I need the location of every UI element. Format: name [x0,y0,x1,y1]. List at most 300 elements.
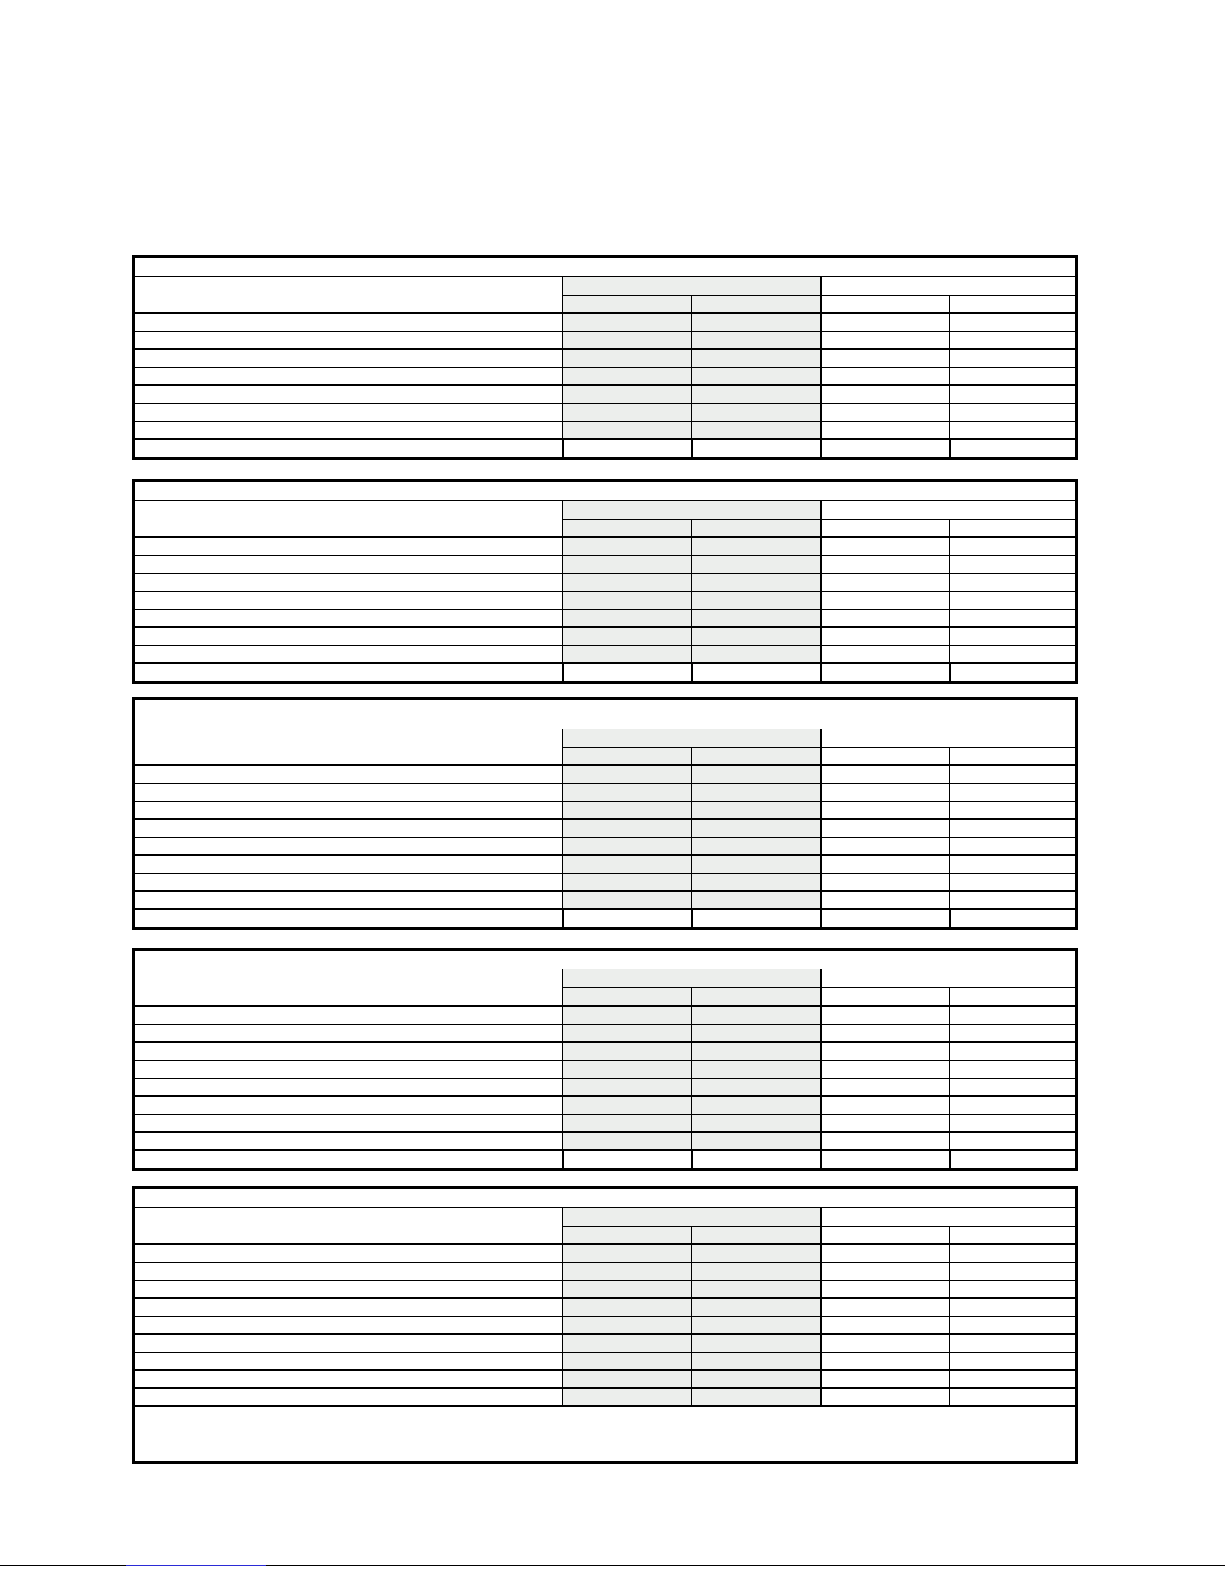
cell[interactable] [949,856,1075,873]
row-label [135,610,562,626]
cell[interactable] [691,856,820,873]
cell[interactable] [691,1097,820,1114]
cell[interactable] [562,592,691,609]
table-row [135,856,1075,874]
table-row [135,1133,1075,1151]
table-row [135,766,1075,784]
group-b-header [820,1208,1075,1226]
cell[interactable] [949,556,1075,573]
cell[interactable] [562,1371,691,1387]
group-b-header [820,729,1075,747]
cell[interactable] [820,1299,949,1316]
cell[interactable] [562,874,691,890]
cell[interactable] [949,664,1075,681]
cell[interactable] [691,784,820,801]
cell[interactable] [949,874,1075,890]
cell[interactable] [562,646,691,662]
col-header-4 [949,987,1075,1005]
row-label [135,1335,562,1352]
cell[interactable] [949,1025,1075,1041]
table-row [135,1097,1075,1115]
cell[interactable] [691,766,820,783]
cell[interactable] [691,538,820,555]
cell[interactable] [691,368,820,384]
cell[interactable] [562,1007,691,1024]
cell[interactable] [949,332,1075,348]
cell[interactable] [820,1079,949,1095]
cell[interactable] [562,538,691,555]
cell[interactable] [949,1353,1075,1369]
cell[interactable] [820,1389,949,1405]
cell[interactable] [562,1281,691,1297]
cell[interactable] [562,1115,691,1131]
row-label [135,1133,562,1149]
col-header-3 [820,295,949,313]
cell[interactable] [949,1061,1075,1078]
row-label [135,368,562,384]
cell[interactable] [949,910,1075,927]
group-b-header [820,969,1075,987]
cell[interactable] [691,350,820,367]
cell[interactable] [562,1299,691,1316]
table-row [135,1389,1075,1407]
cell[interactable] [562,422,691,438]
cell[interactable] [820,1317,949,1333]
row-label [135,646,562,662]
cell[interactable] [820,556,949,573]
table-row [135,1281,1075,1299]
table-title [135,700,1075,729]
notes-area[interactable] [135,1407,1075,1461]
cell[interactable] [691,440,820,457]
table-title-row [135,700,1075,729]
header-label [135,969,562,1005]
row-label [135,1281,562,1297]
cell[interactable] [820,314,949,331]
row-label [135,350,562,367]
cell[interactable] [691,556,820,573]
row-label [135,592,562,609]
col-header-2 [691,747,820,765]
cell[interactable] [691,404,820,421]
table-row [135,1263,1075,1281]
cell[interactable] [691,1245,820,1262]
cell[interactable] [820,1353,949,1369]
cell[interactable] [820,440,949,457]
table-title [135,951,1075,969]
cell[interactable] [691,332,820,348]
row-label [135,766,562,783]
cell[interactable] [691,1151,820,1168]
cell[interactable] [562,820,691,837]
cell[interactable] [691,574,820,591]
cell[interactable] [691,610,820,626]
row-label [135,1061,562,1078]
row-label [135,1389,562,1405]
cell[interactable] [691,1133,820,1149]
cell[interactable] [820,1061,949,1078]
cell[interactable] [562,1133,691,1149]
cell[interactable] [820,404,949,421]
total-label [135,664,562,681]
row-label [135,1115,562,1131]
cell[interactable] [949,838,1075,854]
cell[interactable] [691,1299,820,1316]
cell[interactable] [820,628,949,645]
cell[interactable] [949,1115,1075,1131]
column-header-group [135,277,1075,314]
row-label [135,422,562,438]
col-header-1 [562,747,691,765]
cell[interactable] [949,820,1075,837]
cell[interactable] [562,784,691,801]
table-title-row [135,951,1075,969]
row-label [135,784,562,801]
table-title [135,258,1075,276]
table-title [135,482,1075,500]
cell[interactable] [691,1317,820,1333]
cell[interactable] [691,1007,820,1024]
table-row [135,628,1075,646]
table-row [135,386,1075,404]
cell[interactable] [949,1299,1075,1316]
cell[interactable] [562,1335,691,1352]
cell[interactable] [691,802,820,818]
cell[interactable] [820,856,949,873]
row-label [135,892,562,908]
cell[interactable] [820,332,949,348]
cell[interactable] [949,1281,1075,1297]
cell[interactable] [820,802,949,818]
cell[interactable] [562,892,691,908]
cell[interactable] [949,1371,1075,1387]
row-label [135,838,562,854]
table-row [135,574,1075,592]
cell[interactable] [820,386,949,403]
cell[interactable] [562,404,691,421]
form-table-1 [132,255,1078,460]
cell[interactable] [562,802,691,818]
cell[interactable] [562,440,691,457]
col-header-2 [691,295,820,313]
cell[interactable] [820,664,949,681]
table-row [135,314,1075,332]
cell[interactable] [562,368,691,384]
row-label [135,874,562,890]
cell[interactable] [820,1115,949,1131]
table-row [135,838,1075,856]
row-label [135,1079,562,1095]
cell[interactable] [562,1353,691,1369]
cell[interactable] [820,574,949,591]
cell[interactable] [949,440,1075,457]
cell[interactable] [949,1097,1075,1114]
cell[interactable] [691,1281,820,1297]
col-header-1 [562,519,691,537]
col-header-3 [820,987,949,1005]
row-label [135,1097,562,1114]
table-row [135,592,1075,610]
cell[interactable] [820,350,949,367]
footer-link[interactable] [126,1555,266,1566]
table-row [135,556,1075,574]
table-row [135,1079,1075,1097]
table-title-row [135,1189,1075,1208]
row-label [135,1371,562,1387]
cell[interactable] [691,1371,820,1387]
cell[interactable] [820,1097,949,1114]
cell[interactable] [949,368,1075,384]
group-a-header [562,969,820,987]
cell[interactable] [949,404,1075,421]
column-header-group [135,969,1075,1007]
cell[interactable] [562,1389,691,1405]
cell[interactable] [562,610,691,626]
col-header-1 [562,1226,691,1244]
table-row [135,1317,1075,1335]
cell[interactable] [562,314,691,331]
table-row [135,1335,1075,1353]
row-label [135,628,562,645]
column-header-group [135,1208,1075,1245]
col-header-2 [691,1226,820,1244]
cell[interactable] [562,766,691,783]
cell[interactable] [820,874,949,890]
cell[interactable] [820,892,949,908]
cell[interactable] [820,1263,949,1280]
row-label [135,556,562,573]
col-header-4 [949,1226,1075,1244]
cell[interactable] [949,1317,1075,1333]
total-label [135,910,562,927]
cell[interactable] [691,628,820,645]
cell[interactable] [820,538,949,555]
cell[interactable] [562,1245,691,1262]
group-a-header [562,277,820,295]
cell[interactable] [820,1043,949,1060]
table-row [135,1353,1075,1371]
cell[interactable] [949,1263,1075,1280]
column-header-group [135,501,1075,538]
row-label [135,1025,562,1041]
cell[interactable] [949,1043,1075,1060]
cell[interactable] [949,592,1075,609]
cell[interactable] [691,1061,820,1078]
column-header-group [135,729,1075,766]
table-title [135,1189,1075,1207]
table-row [135,1043,1075,1061]
table-row [135,784,1075,802]
cell[interactable] [562,1151,691,1168]
table-row [135,1299,1075,1317]
row-label [135,1007,562,1024]
cell[interactable] [949,1133,1075,1149]
cell[interactable] [562,628,691,645]
table-row [135,610,1075,628]
table-row [135,350,1075,368]
table-row [135,368,1075,386]
group-a-header [562,501,820,519]
form-table-5 [132,1186,1078,1464]
table-title-row [135,258,1075,277]
group-a-header [562,1208,820,1226]
cell[interactable] [949,1245,1075,1262]
row-label [135,332,562,348]
cell[interactable] [949,538,1075,555]
cell[interactable] [691,892,820,908]
table-row [135,820,1075,838]
cell[interactable] [820,1371,949,1387]
cell[interactable] [820,784,949,801]
cell[interactable] [691,664,820,681]
cell[interactable] [949,1389,1075,1405]
cell[interactable] [949,1335,1075,1352]
table-row [135,1115,1075,1133]
cell[interactable] [562,386,691,403]
cell[interactable] [949,628,1075,645]
table-row [135,1025,1075,1043]
row-label [135,1299,562,1316]
row-label [135,314,562,331]
cell[interactable] [691,1079,820,1095]
group-b-header [820,501,1075,519]
cell[interactable] [820,592,949,609]
total-label [135,1151,562,1168]
cell[interactable] [949,646,1075,662]
cell[interactable] [691,1025,820,1041]
cell[interactable] [562,1097,691,1114]
cell[interactable] [691,422,820,438]
cell[interactable] [949,610,1075,626]
cell[interactable] [820,838,949,854]
cell[interactable] [820,1245,949,1262]
cell[interactable] [820,1025,949,1041]
cell[interactable] [820,368,949,384]
cell[interactable] [562,1025,691,1041]
row-label [135,1317,562,1333]
cell[interactable] [820,422,949,438]
cell[interactable] [820,1133,949,1149]
cell[interactable] [562,1317,691,1333]
cell[interactable] [691,874,820,890]
header-label [135,1208,562,1243]
cell[interactable] [691,592,820,609]
cell[interactable] [562,574,691,591]
cell[interactable] [691,1263,820,1280]
header-label [135,729,562,764]
cell[interactable] [949,422,1075,438]
cell[interactable] [820,646,949,662]
cell[interactable] [949,1079,1075,1095]
cell[interactable] [562,332,691,348]
col-header-2 [691,987,820,1005]
cell[interactable] [562,856,691,873]
col-header-1 [562,987,691,1005]
cell[interactable] [949,574,1075,591]
table-row [135,538,1075,556]
table-row [135,422,1075,440]
group-b-header [820,277,1075,295]
cell[interactable] [949,784,1075,801]
cell[interactable] [691,820,820,837]
table-row [135,1061,1075,1079]
row-label [135,1353,562,1369]
header-label [135,277,562,312]
cell[interactable] [691,1115,820,1131]
row-label [135,820,562,837]
cell[interactable] [691,386,820,403]
cell[interactable] [820,1151,949,1168]
cell[interactable] [820,1007,949,1024]
total-row [135,910,1075,927]
cell[interactable] [820,820,949,837]
cell[interactable] [562,350,691,367]
table-title-row [135,482,1075,501]
cell[interactable] [949,766,1075,783]
cell[interactable] [562,664,691,681]
cell[interactable] [820,766,949,783]
form-table-3 [132,697,1078,930]
cell[interactable] [820,910,949,927]
table-row [135,1371,1075,1389]
header-label [135,501,562,536]
cell[interactable] [562,1079,691,1095]
cell[interactable] [820,1335,949,1352]
cell[interactable] [562,910,691,927]
cell[interactable] [691,1389,820,1405]
cell[interactable] [562,1061,691,1078]
cell[interactable] [562,1263,691,1280]
col-header-3 [820,1226,949,1244]
row-label [135,404,562,421]
table-row [135,802,1075,820]
cell[interactable] [562,556,691,573]
row-label [135,856,562,873]
cell[interactable] [562,1043,691,1060]
col-header-4 [949,295,1075,313]
cell[interactable] [691,314,820,331]
total-label [135,440,562,457]
cell[interactable] [949,892,1075,908]
cell[interactable] [949,802,1075,818]
col-header-2 [691,519,820,537]
cell[interactable] [691,910,820,927]
cell[interactable] [949,1007,1075,1024]
cell[interactable] [691,1335,820,1352]
row-label [135,538,562,555]
cell[interactable] [691,646,820,662]
cell[interactable] [691,1353,820,1369]
group-a-header [562,729,820,747]
cell[interactable] [691,1043,820,1060]
cell[interactable] [949,350,1075,367]
cell[interactable] [949,386,1075,403]
cell[interactable] [562,838,691,854]
cell[interactable] [949,314,1075,331]
table-row [135,892,1075,910]
total-row [135,1151,1075,1168]
cell[interactable] [949,1151,1075,1168]
cell[interactable] [820,610,949,626]
total-row [135,440,1075,457]
col-header-1 [562,295,691,313]
row-label [135,802,562,818]
col-header-3 [820,747,949,765]
row-label [135,574,562,591]
cell[interactable] [820,1281,949,1297]
cell[interactable] [691,838,820,854]
table-row [135,404,1075,422]
